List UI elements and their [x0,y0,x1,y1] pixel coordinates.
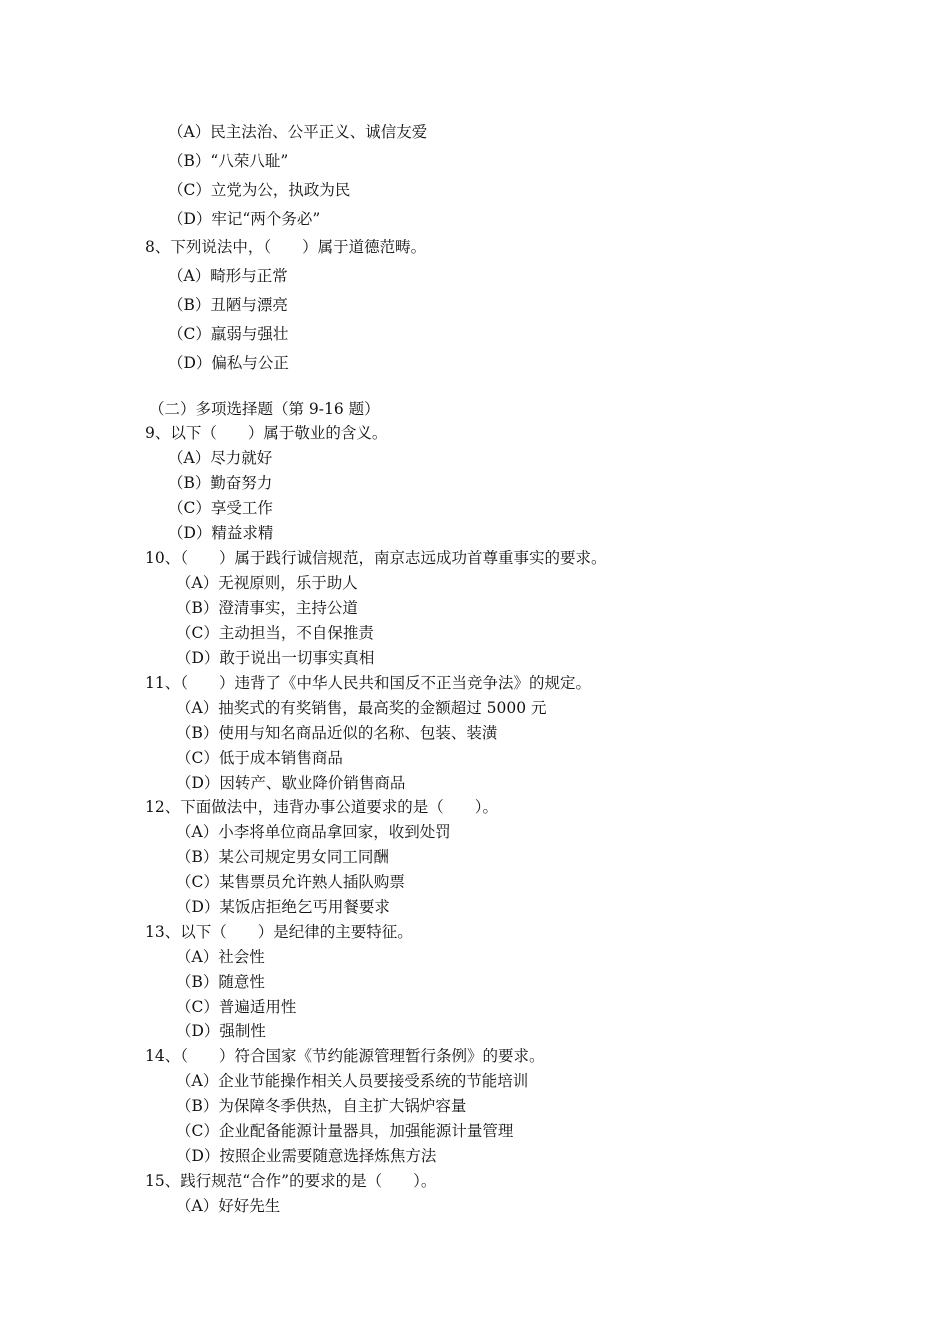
question-11: 11、（ ）违背了《中华人民共和国反不正当竞争法》的规定。 [145,674,591,692]
option-9a: （A）尽力就好 [168,449,273,467]
option-14b: （B）为保障冬季供热，自主扩大锅炉容量 [176,1097,467,1115]
option-14d: （D）按照企业需要随意选择炼焦方法 [176,1147,437,1165]
option-13d: （D）强制性 [176,1022,266,1040]
option-10a: （A）无视原则，乐于助人 [176,574,358,592]
option-10b: （B）澄清事实，主持公道 [176,599,358,617]
option-14a: （A）企业节能操作相关人员要接受系统的节能培训 [176,1072,529,1090]
option-13b: （B）随意性 [176,973,265,991]
question-10: 10、（ ）属于践行诚信规范，南京志远成功首尊重事实的要求。 [145,549,607,567]
option-13c: （C）普遍适用性 [176,998,297,1016]
option-11c: （C）低于成本销售商品 [176,749,343,767]
question-13: 13、以下（ ）是纪律的主要特征。 [145,923,413,941]
option-15a: （A）好好先生 [176,1197,281,1215]
option-11a: （A）抽奖式的有奖销售，最高奖的金额超过 5000 元 [176,699,547,717]
question-9: 9、以下（ ）属于敬业的含义。 [145,424,388,442]
option-7d: （D）牢记“两个务必” [168,210,321,228]
option-10d: （D）敢于说出一切事实真相 [176,649,375,667]
option-12a: （A）小李将单位商品拿回家，收到处罚 [176,823,451,841]
option-8c: （C）羸弱与强壮 [168,325,289,343]
question-8: 8、下列说法中，（ ）属于道德范畴。 [145,238,427,256]
option-9d: （D）精益求精 [168,524,274,542]
option-8d: （D）偏私与公正 [168,354,289,372]
option-14c: （C）企业配备能源计量器具，加强能源计量管理 [176,1122,514,1140]
option-11b: （B）使用与知名商品近似的名称、包装、装潢 [176,724,498,742]
option-12c: （C）某售票员允许熟人插队购票 [176,873,405,891]
option-10c: （C）主动担当，不自保推责 [176,624,374,642]
section-heading: （二）多项选择题（第 9-16 题） [149,400,380,418]
option-8b: （B）丑陋与漂亮 [168,296,288,314]
option-12b: （B）某公司规定男女同工同酬 [176,848,389,866]
question-12: 12、下面做法中，违背办事公道要求的是（ ）。 [145,798,498,816]
option-8a: （A）畸形与正常 [168,267,288,285]
question-15: 15、践行规范“合作”的要求的是（ ）。 [145,1172,437,1190]
question-14: 14、（ ）符合国家《节约能源管理暂行条例》的要求。 [145,1047,545,1065]
option-12d: （D）某饭店拒绝乞丐用餐要求 [176,898,390,916]
option-9c: （C）享受工作 [168,499,273,517]
option-7b: （B）“八荣八耻” [168,152,289,170]
option-9b: （B）勤奋努力 [168,474,273,492]
option-7c: （C）立党为公，执政为民 [168,181,351,199]
option-11d: （D）因转产、歇业降价销售商品 [176,774,406,792]
option-7a: （A）民主法治、公平正义、诚信友爱 [168,123,428,141]
option-13a: （A）社会性 [176,948,265,966]
